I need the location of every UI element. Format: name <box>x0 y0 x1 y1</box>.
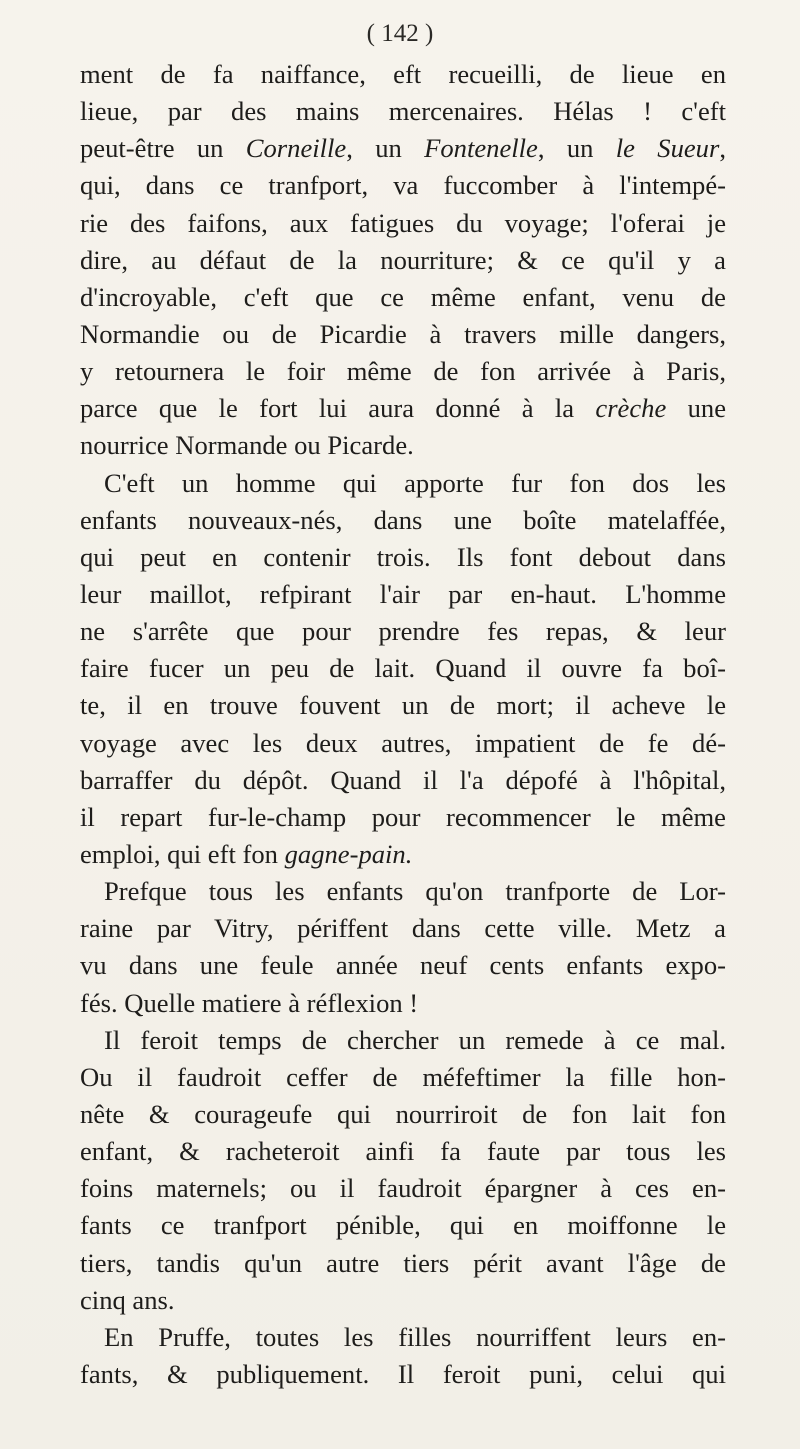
text-segment: ment de fa naiffance, eft recueilli, de lieue en <box>80 59 726 89</box>
text-segment: foins maternels; ou il faudroit épargner à ces en- <box>80 1173 726 1204</box>
text-line <box>80 316 726 353</box>
text-segment: emploi, qui eft fon <box>80 838 285 869</box>
text-segment: Il feroit temps de chercher un remede à ce mal. <box>104 1024 726 1055</box>
text-segment: , un <box>346 133 425 164</box>
text-segment: Normandie ou de Picardie à travers mille dangers, <box>80 318 726 349</box>
text-line <box>80 799 726 836</box>
text-line <box>80 1022 726 1059</box>
text-segment: qui peut en contenir trois. Ils font debout dans <box>80 541 726 572</box>
text-line <box>80 947 726 984</box>
text-segment: une <box>666 393 726 424</box>
page-number: ( 142 ) <box>366 20 434 47</box>
text-segment: nête & courageufe qui nourriroit de fon lait fon <box>80 1098 726 1129</box>
text-segment: , un <box>537 133 616 164</box>
text-segment: Prefque tous les enfants qu'on tranfporte de Lor- <box>104 876 726 907</box>
text-line <box>80 1356 726 1393</box>
text-line <box>80 56 726 93</box>
text-segment: barraffer du dépôt. Quand il l'a dépofé à l'hôpital, <box>80 764 726 795</box>
italic-text: gagne-pain. <box>284 838 413 869</box>
italic-text: Corneille <box>245 133 347 164</box>
text-segment: leur maillot, refpirant l'air par en-haut. L'homme <box>80 578 726 609</box>
text-segment: d'incroyable, c'eft que ce même enfant, venu de <box>80 281 726 312</box>
text-line <box>80 279 726 316</box>
text-segment: fants, & publiquement. Il feroit puni, celui qui <box>80 1358 726 1389</box>
text-line <box>80 576 726 613</box>
text-line <box>80 1096 726 1133</box>
text-line <box>80 762 726 799</box>
text-segment: vu dans une feule année neuf cents enfants expo- <box>80 950 726 981</box>
text-segment: C'eft un homme qui apporte fur fon dos les <box>104 467 726 498</box>
text-line <box>80 1170 726 1207</box>
text-line <box>80 1245 726 1282</box>
text-segment: , <box>719 133 726 164</box>
text-segment: Ou il faudroit ceffer de méfeftimer la fille hon- <box>80 1061 726 1092</box>
text-line <box>80 167 726 204</box>
text-line <box>80 465 726 502</box>
text-line <box>80 390 726 427</box>
text-segment: rie des faifons, aux fatigues du voyage; l'oferai je <box>80 207 726 238</box>
text-segment: fants ce tranfport pénible, qui en moiffonne le <box>80 1210 726 1241</box>
text-segment: voyage avec les deux autres, impatient de fe dé- <box>80 727 726 758</box>
text-segment: lieue, par des mains mercenaires. Hélas ! c'eft <box>80 96 726 127</box>
text-line <box>80 836 726 873</box>
text-line <box>80 130 726 167</box>
text-segment: enfant, & racheteroit ainfi fa faute par tous les <box>80 1136 726 1167</box>
text-segment: te, il en trouve fouvent un de mort; il acheve le <box>80 690 726 721</box>
text-segment: il repart fur-le-champ pour recommencer le même <box>80 801 726 832</box>
italic-text: le Sueur <box>615 133 720 164</box>
text-line <box>80 1059 726 1096</box>
text-segment: faire fucer un peu de lait. Quand il ouvre fa boî- <box>80 653 726 684</box>
text-segment: fés. Quelle matiere à réflexion ! <box>80 987 419 1018</box>
text-line <box>80 242 726 279</box>
text-segment: qui, dans ce tranfport, va fuccomber à l'intempé- <box>80 170 726 201</box>
text-line <box>80 1319 726 1356</box>
text-line <box>80 613 726 650</box>
text-line <box>80 873 726 910</box>
text-segment: y retournera le foir même de fon arrivée à Paris, <box>80 356 726 387</box>
text-segment: raine par Vitry, périffent dans cette ville. Metz a <box>80 913 726 944</box>
text-line <box>80 725 726 762</box>
text-segment: cinq ans. <box>80 1284 175 1315</box>
text-line <box>80 93 726 130</box>
text-line <box>80 1207 726 1244</box>
text-segment: enfants nouveaux-nés, dans une boîte matelaffée, <box>80 504 726 535</box>
text-segment: parce que le fort lui aura donné à la <box>80 393 596 424</box>
text-segment: tiers, tandis qu'un autre tiers périt avant l'âge de <box>80 1247 726 1278</box>
text-line <box>80 205 726 242</box>
text-line <box>80 539 726 576</box>
italic-text: crèche <box>595 393 667 424</box>
text-segment: En Pruffe, toutes les filles nourriffent leurs en- <box>104 1321 726 1352</box>
text-segment: dire, au défaut de la nourriture; & ce qu'il y a <box>80 244 726 275</box>
text-line <box>80 1282 726 1319</box>
text-segment: peut-être un <box>80 133 246 164</box>
text-line <box>80 353 726 390</box>
text-segment: nourrice Normande ou Picarde. <box>80 430 414 461</box>
italic-text: Fontenelle <box>424 133 538 164</box>
text-line <box>80 687 726 724</box>
text-line <box>80 1133 726 1170</box>
text-line <box>80 910 726 947</box>
text-segment: ne s'arrête que pour prendre fes repas, & leur <box>80 616 726 647</box>
text-line <box>80 502 726 539</box>
text-line <box>80 650 726 687</box>
text-line <box>80 427 726 464</box>
text-line <box>80 985 726 1022</box>
body-text <box>80 56 726 1393</box>
